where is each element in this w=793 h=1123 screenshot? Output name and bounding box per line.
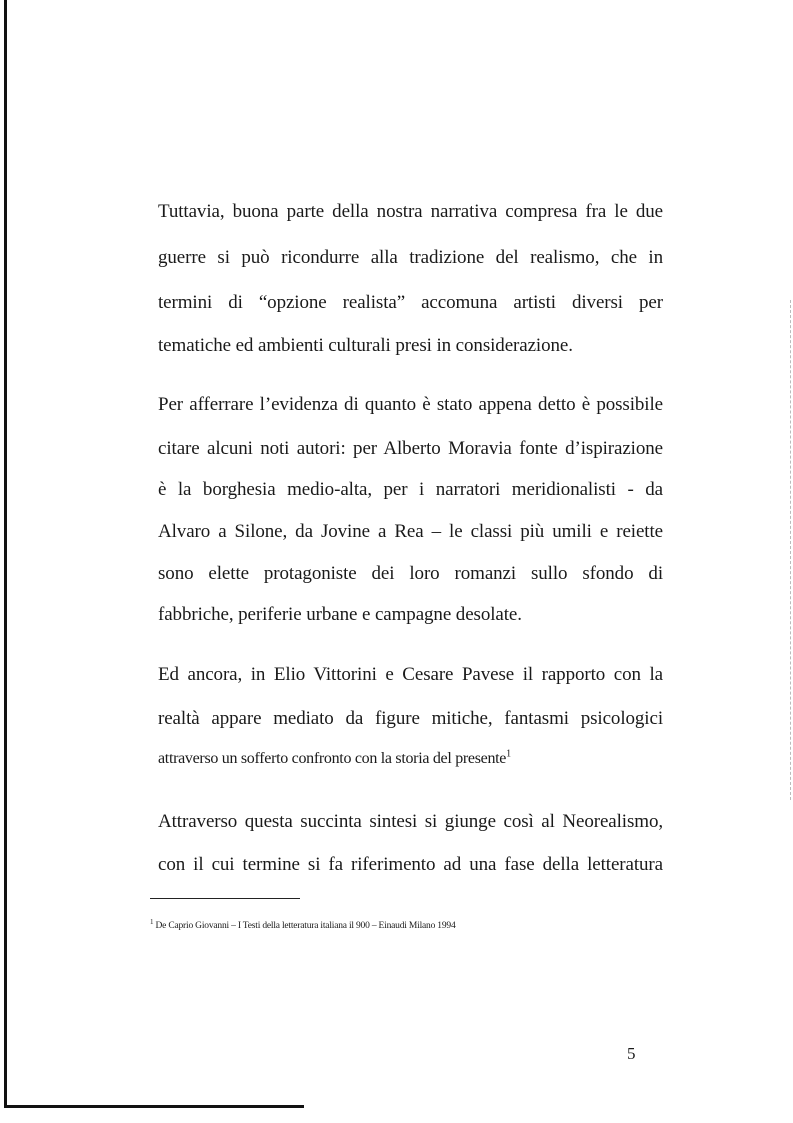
paragraph-3-line-1: Ed ancora, in Elio Vittorini e Cesare Pavese il rapporto con la <box>158 664 663 685</box>
paragraph-2-line-2: citare alcuni noti autori: per Alberto Moravia fonte d’ispirazione <box>158 438 663 459</box>
footnote <box>150 916 456 932</box>
footnote-reference: 1 <box>506 748 511 760</box>
paragraph-3-line-3 <box>158 747 663 771</box>
paragraph-2-line-4: Alvaro a Silone, da Jovine a Rea – le classi più umili e reiette <box>158 521 663 542</box>
paragraph-3-line-3-text: attraverso un sofferto confronto con la storia del presente <box>158 750 507 767</box>
paragraph-3-line-2: realtà appare mediato da figure mitiche, fantasmi psicologici <box>158 708 663 729</box>
footnote-text: De Caprio Giovanni – I Testi della letteratura italiana il 900 – Einaudi Milano 1994 <box>155 921 456 932</box>
paragraph-2-line-1: Per afferrare l’evidenza di quanto è stato appena detto è possibile <box>158 394 663 415</box>
footnote-separator <box>150 898 300 899</box>
paragraph-4-line-2: con il cui termine si fa riferimento ad una fase della letteratura <box>158 854 663 875</box>
paragraph-1-line-4: tematiche ed ambienti culturali presi in considerazione. <box>158 335 573 356</box>
paragraph-2-line-5: sono elette protagoniste dei loro romanzi sullo sfondo di <box>158 563 663 584</box>
paragraph-2-line-6: fabbriche, periferie urbane e campagne desolate. <box>158 604 522 625</box>
footnote-marker: 1 <box>150 918 154 926</box>
paragraph-2-line-3: è la borghesia medio-alta, per i narratori meridionalisti - da <box>158 479 663 500</box>
page-number: 5 <box>627 1044 636 1063</box>
paragraph-1-line-3: termini di “opzione realista” accomuna artisti diversi per <box>158 292 663 313</box>
paragraph-1-line-1: Tuttavia, buona parte della nostra narrativa compresa fra le due <box>158 201 663 222</box>
paragraph-1-line-2: guerre si può ricondurre alla tradizione del realismo, che in <box>158 247 663 268</box>
paragraph-4-line-1: Attraverso questa succinta sintesi si giunge così al Neorealismo, <box>158 811 663 832</box>
